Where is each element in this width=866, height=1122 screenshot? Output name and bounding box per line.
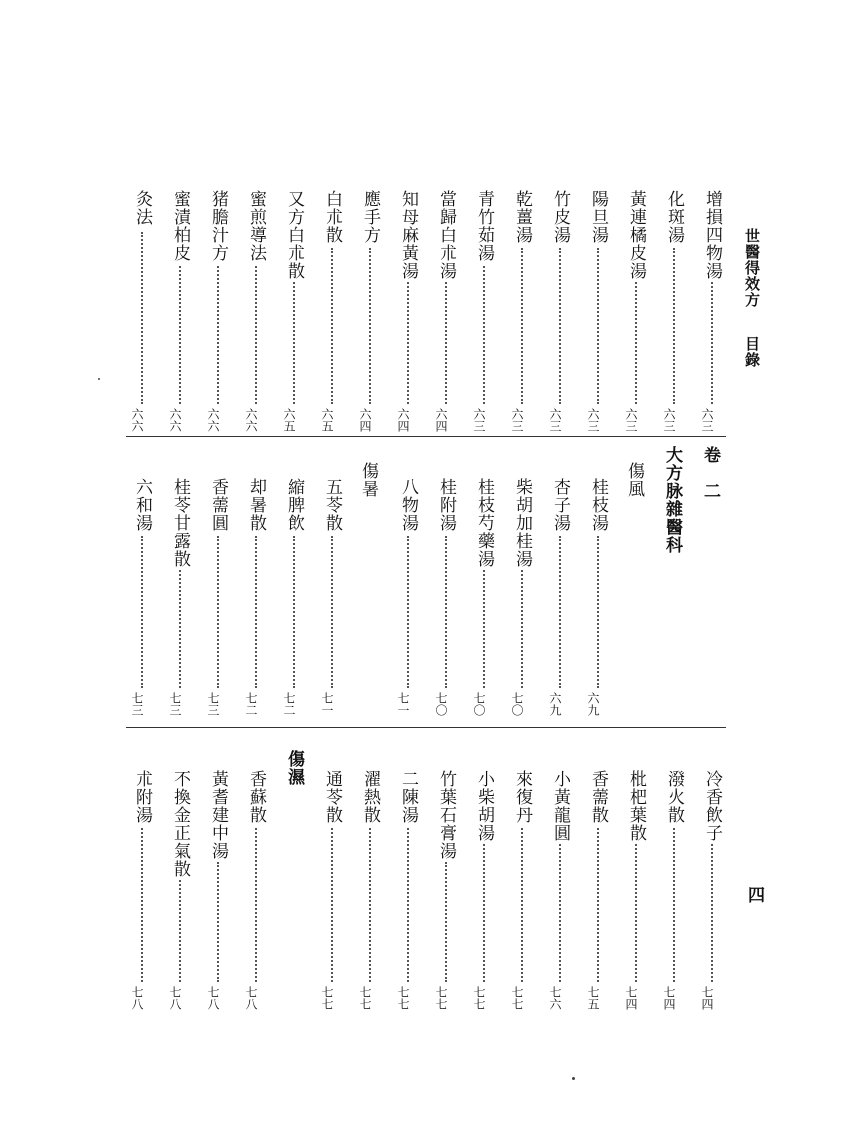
toc-entry[interactable]: 陽旦湯 六三: [586, 190, 608, 432]
toc-entry[interactable]: 蜜煎導法 六六: [244, 190, 266, 432]
toc-entry[interactable]: 桂苓甘露散 七三: [168, 478, 190, 716]
toc-entry[interactable]: 來復丹 七七: [510, 770, 532, 1010]
dot-leader: [483, 266, 485, 404]
dot-leader: [293, 282, 295, 404]
dot-leader: [635, 844, 637, 982]
toc-entry[interactable]: 黃耆建中湯 七八: [206, 770, 228, 1010]
dot-leader: [407, 828, 409, 982]
toc-entry[interactable]: 通苓散 七七: [320, 770, 342, 1010]
toc-entry[interactable]: 應手方 六四: [358, 190, 380, 432]
dot-leader: [711, 844, 713, 982]
toc-entry[interactable]: 六和湯 七三: [130, 478, 152, 716]
dot-leader: [331, 536, 333, 688]
dot-leader: [255, 536, 257, 688]
toc-entry[interactable]: 增損四物湯 六三: [700, 190, 722, 432]
toc-entry[interactable]: 潑火散 七四: [662, 770, 684, 1010]
toc-entry[interactable]: 知母麻黃湯 六四: [396, 190, 418, 432]
volume-heading: 卷 二: [700, 446, 720, 500]
toc-entry[interactable]: 杏子湯 六九: [548, 478, 570, 716]
dot-leader: [521, 828, 523, 982]
page-number: 四: [744, 886, 764, 903]
toc-entry[interactable]: 濯熱散 七七: [358, 770, 380, 1010]
toc-entry[interactable]: 猪膽汁方 六六: [206, 190, 228, 432]
dot-leader: [711, 282, 713, 404]
dot-leader: [597, 536, 599, 688]
toc-entry[interactable]: 白朮散 六五: [320, 190, 342, 432]
toc-entry[interactable]: 却暑散 七二: [244, 478, 266, 716]
toc-tier-2: [0, 446, 866, 724]
section-label: 目錄: [743, 336, 761, 368]
dot-leader: [559, 536, 561, 688]
dot-leader: [141, 536, 143, 688]
dot-leader: [217, 536, 219, 688]
dot-leader: [217, 266, 219, 404]
toc-entry[interactable]: 化斑湯 六三: [662, 190, 684, 432]
category-heading-shangshi: 傷濕: [284, 750, 304, 786]
toc-entry[interactable]: 八物湯 七一: [396, 478, 418, 716]
dot-leader: [179, 570, 181, 688]
dot-leader: [673, 248, 675, 404]
dot-leader: [217, 862, 219, 982]
dot-leader: [521, 570, 523, 688]
toc-entry[interactable]: 冷香飲子 七四: [700, 770, 722, 1010]
dot-leader: [179, 880, 181, 982]
dot-leader: [635, 282, 637, 404]
separator-rule: [126, 436, 726, 437]
category-heading-shangfeng: 傷風: [624, 462, 644, 498]
toc-entry[interactable]: 枇杷葉散 七四: [624, 770, 646, 1010]
toc-entry[interactable]: 桂枝湯 六九: [586, 478, 608, 716]
toc-entry[interactable]: 蜜漬柏皮 六六: [168, 190, 190, 432]
dot-leader: [369, 828, 371, 982]
toc-entry[interactable]: 桂枝芍藥湯 七〇: [472, 478, 494, 716]
toc-entry[interactable]: 五苓散 七一: [320, 478, 342, 716]
toc-entry[interactable]: 香蘇散 七八: [244, 770, 266, 1010]
toc-entry[interactable]: 桂附湯 七〇: [434, 478, 456, 716]
toc-entry[interactable]: 柴胡加桂湯 七〇: [510, 478, 532, 716]
dot-leader: [445, 282, 447, 404]
dot-leader: [179, 266, 181, 404]
toc-entry[interactable]: 又方白朮散 六五: [282, 190, 304, 432]
toc-entry[interactable]: 乾薑湯 六三: [510, 190, 532, 432]
toc-entry[interactable]: 小柴胡湯 七七: [472, 770, 494, 1010]
toc-entry[interactable]: 香薷圓 七三: [206, 478, 228, 716]
dot-leader: [141, 828, 143, 982]
toc-entry[interactable]: 竹皮湯 六三: [548, 190, 570, 432]
toc-entry[interactable]: 當歸白朮湯 六四: [434, 190, 456, 432]
dot-leader: [407, 282, 409, 404]
toc-entry[interactable]: 黃連橘皮湯 六三: [624, 190, 646, 432]
dot-leader: [407, 536, 409, 688]
dot-leader: [559, 844, 561, 982]
dot-leader: [597, 828, 599, 982]
print-speck: [98, 378, 100, 380]
dot-leader: [673, 828, 675, 982]
toc-tier-1: [0, 190, 866, 438]
toc-entry[interactable]: 二陳湯 七七: [396, 770, 418, 1010]
dot-leader: [483, 570, 485, 688]
toc-entry[interactable]: 縮脾飲 七二: [282, 478, 304, 716]
dot-leader: [559, 248, 561, 404]
toc-entry[interactable]: 竹葉石膏湯 七七: [434, 770, 456, 1010]
dot-leader: [521, 248, 523, 404]
dot-leader: [445, 536, 447, 688]
toc-entry[interactable]: 灸法 六六: [130, 190, 152, 432]
category-heading-shangshu: 傷暑: [358, 462, 378, 498]
dot-leader: [331, 828, 333, 982]
toc-entry[interactable]: 不換金正氣散 七八: [168, 770, 190, 1010]
toc-tier-3: [0, 750, 866, 1020]
book-title: 世醫得效方: [743, 228, 761, 308]
dot-leader: [255, 828, 257, 982]
toc-entry[interactable]: 朮附湯 七八: [130, 770, 152, 1010]
division-heading: 大方脉雜醫科: [662, 446, 682, 554]
separator-rule: [126, 727, 726, 728]
dot-leader: [597, 248, 599, 404]
toc-entry[interactable]: 小黃龍圓 七六: [548, 770, 570, 1010]
dot-leader: [369, 248, 371, 404]
dot-leader: [483, 844, 485, 982]
dot-leader: [331, 248, 333, 404]
dot-leader: [293, 536, 295, 688]
dot-leader: [445, 862, 447, 982]
dot-leader: [255, 266, 257, 404]
toc-entry[interactable]: 青竹茹湯 六三: [472, 190, 494, 432]
print-speck: [572, 1077, 575, 1080]
dot-leader: [141, 232, 143, 404]
toc-entry[interactable]: 香薷散 七五: [586, 770, 608, 1010]
